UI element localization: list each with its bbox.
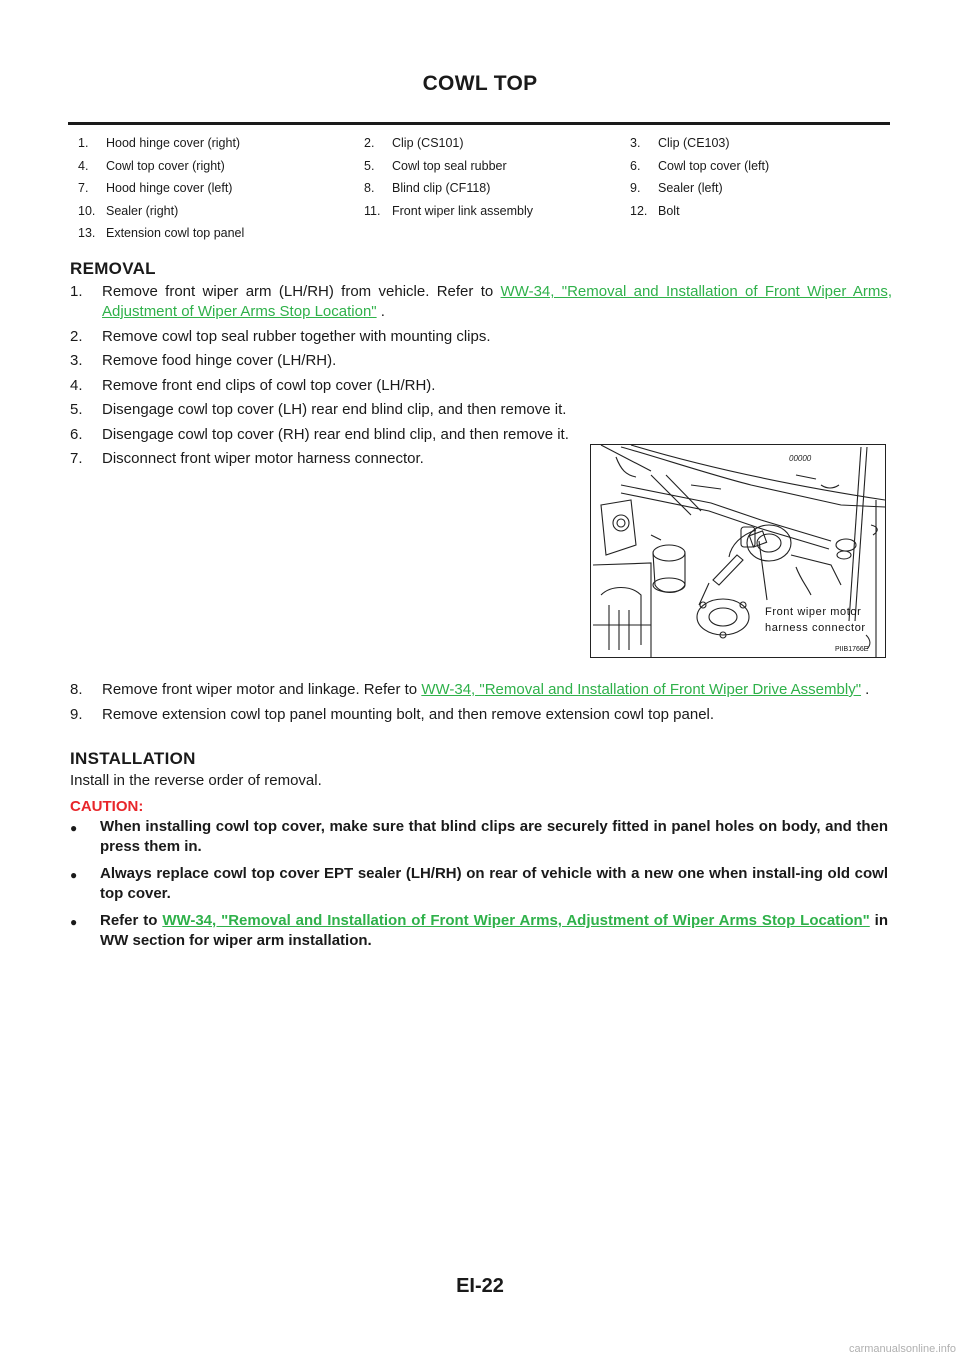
caution-text-body: Always replace cowl top cover EPT sealer (LH/RH) on rear of vehicle with a new one when install-ing old cowl top cover.	[100, 865, 888, 902]
legend-item-number: 9.	[630, 181, 641, 196]
legend-item-label: Sealer (right)	[106, 203, 179, 218]
legend-item-number: 13.	[78, 226, 96, 241]
legend-item	[360, 136, 626, 150]
parts-legend	[70, 132, 890, 245]
legend-row	[70, 132, 890, 155]
legend-row	[70, 222, 890, 245]
step-text-body: Remove cowl top seal rubber together with mounting clips.	[102, 327, 491, 345]
legend-item	[70, 136, 360, 150]
caution-text	[100, 864, 888, 904]
reference-link[interactable]: WW-34, "Removal and Installation of Front Wiper Arms, Adjustment of Wiper Arms Stop Location"	[162, 912, 870, 929]
figure-stamp: 00000	[789, 454, 812, 463]
step-text-body: Disconnect front wiper motor harness connector.	[102, 450, 424, 467]
procedure-step	[70, 282, 892, 322]
bullet-icon: ●	[70, 868, 78, 882]
step-text	[102, 282, 892, 322]
figure-callout-line1: Front wiper motor	[765, 606, 862, 618]
legend-item-number: 11.	[364, 203, 381, 218]
legend-item-number: 1.	[78, 136, 89, 151]
legend-item-label: Cowl top seal rubber	[392, 158, 507, 173]
legend-item	[626, 204, 890, 218]
legend-item	[626, 136, 890, 150]
step-number: 8.	[70, 681, 83, 698]
step-text-body: Remove front wiper motor and linkage. Refer to	[102, 681, 422, 698]
caution-text	[100, 817, 888, 857]
caution-text-body: Refer to	[100, 912, 163, 929]
caution-list	[70, 817, 888, 958]
procedure-step	[70, 327, 892, 347]
step-text-suffix: .	[376, 303, 385, 320]
legend-item-number: 12.	[630, 203, 648, 218]
legend-row	[70, 155, 890, 178]
legend-item	[70, 204, 360, 218]
step-text	[102, 400, 892, 420]
legend-row	[70, 177, 890, 200]
step-number: 9.	[70, 705, 83, 723]
caution-text-body: When installing cowl top cover, make sure that blind clips are securely fitted in panel holes on body, and then press them in.	[100, 818, 888, 855]
caution-item	[70, 817, 888, 857]
legend-item-number: 4.	[78, 158, 89, 173]
caution-text	[100, 911, 888, 951]
procedure-step	[70, 705, 892, 725]
caution-label: CAUTION:	[70, 798, 144, 815]
step-text-body: Remove front wiper arm (LH/RH) from vehicle. Refer to	[102, 283, 501, 300]
legend-item-label: Sealer (left)	[658, 181, 723, 196]
legend-item-number: 3.	[630, 136, 641, 151]
reference-link[interactable]: WW-34, "Removal and Installation of Front Wiper Drive Assembly"	[421, 681, 862, 698]
step-text	[102, 327, 892, 347]
legend-item-number: 7.	[78, 181, 89, 196]
step-text-body: Disengage cowl top cover (RH) rear end blind clip, and then remove it.	[102, 425, 569, 443]
legend-item-number: 5.	[364, 158, 375, 173]
legend-row	[70, 200, 890, 223]
legend-item-label: Bolt	[658, 203, 680, 218]
step-text-body: Remove food hinge cover (LH/RH).	[102, 352, 337, 369]
legend-item	[626, 181, 890, 195]
step-number: 3.	[70, 352, 83, 369]
legend-item-label: Hood hinge cover (left)	[106, 181, 233, 196]
step-text-body: Remove extension cowl top panel mounting bolt, and then remove extension cowl top panel.	[102, 705, 715, 723]
bullet-icon: ●	[70, 821, 78, 835]
installation-heading: INSTALLATION	[70, 749, 196, 768]
legend-item-number: 10.	[78, 203, 96, 218]
procedure-step	[70, 351, 892, 371]
step-number: 5.	[70, 401, 83, 418]
procedure-step	[70, 680, 892, 700]
caution-text-suffix: in WW section for wiper arm installation.	[100, 912, 889, 949]
page-title: COWL TOP	[422, 72, 538, 95]
caution-item	[70, 911, 888, 951]
step-text-body: Remove front end clips of cowl top cover (LH/RH).	[102, 376, 436, 394]
figure-code: PIIB1766E	[835, 646, 869, 653]
legend-item-label: Hood hinge cover (right)	[106, 136, 241, 151]
figure-callout-line2: harness connector	[765, 622, 866, 634]
legend-item-label: Blind clip (CF118)	[392, 181, 491, 196]
procedure-step	[70, 400, 892, 420]
legend-item-number: 8.	[364, 181, 375, 196]
legend-item-label: Extension cowl top panel	[106, 226, 245, 241]
watermark: carmanualsonline.info	[848, 1343, 956, 1355]
legend-item	[70, 159, 360, 173]
legend-item	[626, 159, 890, 173]
page-number: EI-22	[456, 1275, 504, 1297]
bullet-icon: ●	[70, 915, 78, 929]
procedure-step	[70, 376, 892, 396]
engine-bay-illustration	[591, 445, 885, 657]
legend-item-label: Front wiper link assembly	[392, 203, 534, 218]
step-text	[102, 680, 892, 700]
step-number: 7.	[70, 450, 83, 467]
legend-item-label: Cowl top cover (right)	[106, 158, 225, 173]
step-text	[102, 351, 892, 371]
legend-item-label: Cowl top cover (left)	[658, 158, 770, 173]
step-text-suffix: .	[861, 681, 870, 698]
removal-heading: REMOVAL	[70, 259, 156, 278]
caution-item	[70, 864, 888, 904]
title-rule	[68, 122, 890, 125]
legend-item-label: Clip (CS101)	[392, 136, 464, 151]
step-text	[102, 705, 892, 725]
legend-item	[360, 159, 626, 173]
wiper-motor-figure	[590, 444, 886, 658]
removal-steps-continued	[70, 680, 892, 729]
step-number: 1.	[70, 283, 83, 300]
legend-item	[360, 181, 626, 195]
legend-item-label: Clip (CE103)	[658, 136, 730, 151]
legend-item	[360, 204, 626, 218]
legend-item-number: 6.	[630, 158, 641, 173]
step-number: 6.	[70, 425, 83, 443]
procedure-step	[70, 425, 892, 445]
step-number: 2.	[70, 327, 83, 345]
legend-item	[70, 226, 360, 240]
installation-text: Install in the reverse order of removal.	[70, 772, 322, 789]
step-text	[102, 425, 892, 445]
step-number: 4.	[70, 376, 83, 394]
reference-link[interactable]: WW-34, "Removal and Installation of Front Wiper Arms, Adjustment of Wiper Arms Stop Location"	[102, 283, 892, 320]
step-text-body: Disengage cowl top cover (LH) rear end blind clip, and then remove it.	[102, 401, 567, 418]
step-text	[102, 376, 892, 396]
legend-item	[70, 181, 360, 195]
legend-item-number: 2.	[364, 136, 375, 151]
